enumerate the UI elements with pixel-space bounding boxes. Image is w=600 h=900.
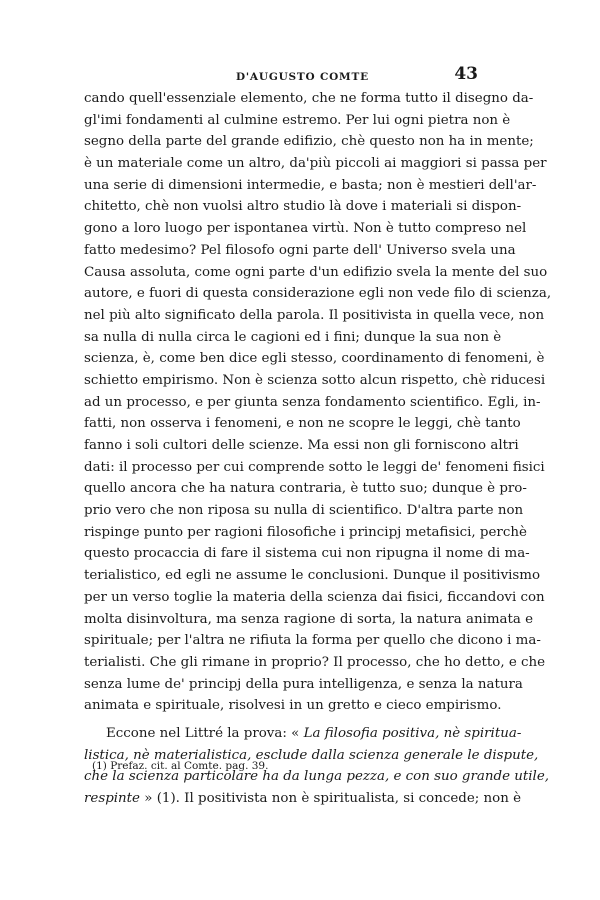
quote-italic: listica, nè materialistica, esclude dalla scienza generale le dispute, [84, 747, 539, 763]
text-line: fanno i soli cultori delle scienze. Ma essi non gli forniscono altri [84, 438, 519, 453]
text-line: ad un processo, e per giunta senza fondamento scientifico. Egli, in- [84, 394, 541, 410]
text-line: scienza, è, come ben dice egli stesso, coordinamento di fenomeni, è [84, 351, 545, 367]
quote-italic: respinte [84, 791, 140, 806]
text-line: Causa assoluta, come ogni parte d'un edifizio svela la mente del suo [84, 264, 548, 280]
text-line: senza lume de' principj della pura intelligenza, e senza la natura [84, 676, 523, 692]
text-line: sa nulla di nulla circa le cagioni ed i fini; dunque la sua non è [84, 329, 502, 345]
text-line: segno della parte del grande edifizio, chè questo non ha in mente; [84, 134, 534, 150]
text-line: autore, e fuori di questa considerazione egli non vede filo di scienza, [84, 286, 552, 302]
text-line: è un materiale come un altro, da'più piccoli ai maggiori si passa per [84, 156, 547, 172]
quote-italic: La filosofia positiva, nè spiritua- [303, 725, 522, 741]
text-line: gono a loro luogo per ispontanea virtù. Non è tutto compreso nel [84, 221, 527, 237]
text-line: fatti, non osserva i fenomeni, e non ne scopre le leggi, chè tanto [84, 416, 521, 432]
page-number: 43 [454, 64, 478, 84]
text-line: terialisti. Che gli rimane in proprio? Il processo, che ho detto, e che [84, 654, 546, 670]
text-line: quello ancora che ha natura contraria, è tutto suo; dunque è pro- [84, 481, 527, 497]
text-line: molta disinvoltura, ma senza ragione di sorta, la natura animata e [84, 611, 534, 627]
text-line: rispinge punto per ragioni filosofiche i principj metafisici, perchè [84, 524, 527, 540]
text-line: prio vero che non riposa su nulla di scientifico. D'altra parte non [84, 503, 524, 519]
text-line: chitetto, chè non vuolsi altro studio là dove i materiali si dispon- [84, 199, 522, 215]
quote-intro: Eccone nel Littré la prova: « [106, 725, 300, 741]
text-line: fatto medesimo? Pel filosofo ogni parte dell' Universo svela una [84, 242, 516, 258]
footnote: (1) Prefaz. cit. al Comte. pag. 39. [92, 760, 269, 772]
running-title: D'AUGUSTO COMTE [236, 71, 369, 83]
text-line: cando quell'essenziale elemento, che ne forma tutto il disegno da- [84, 91, 534, 106]
quote-line [84, 788, 522, 810]
text-line: nel più alto significato della parola. Il positivista in quella vece, non [84, 307, 545, 323]
text-line: animata e spirituale, risolvesi in un gretto e cieco empirismo. [84, 698, 502, 714]
text-line: dati: il processo per cui comprende sotto le leggi de' fenomeni fisici [84, 459, 545, 475]
text-line: gl'imi fondamenti al culmine estremo. Per lui ogni pietra non è [84, 112, 511, 128]
quote-line [84, 723, 522, 745]
text-line: per un verso toglie la materia della scienza dai fisici, ficcandovi con [84, 589, 545, 605]
quote-outro: » (1). Il positivista non è spiritualista, si concede; non è [144, 791, 522, 806]
body-text [84, 88, 552, 810]
quote-italic: che la scienza particolare ha da lunga pezza, e con suo grande utile, [84, 769, 549, 785]
text-line: una serie di dimensioni intermedie, e basta; non è mestieri dell'ar- [84, 177, 537, 193]
text-line: spirituale; per l'altra ne rifiuta la forma per quello che dicono i ma- [84, 633, 541, 649]
running-head [88, 64, 478, 88]
text-line: terialistico, ed egli ne assume le conclusioni. Dunque il positivismo [84, 568, 541, 584]
text-line: questo procaccia di fare il sistema cui non ripugna il nome di ma- [84, 546, 530, 562]
text-line: schietto empirismo. Non è scienza sotto alcun rispetto, chè riducesi [84, 372, 546, 388]
